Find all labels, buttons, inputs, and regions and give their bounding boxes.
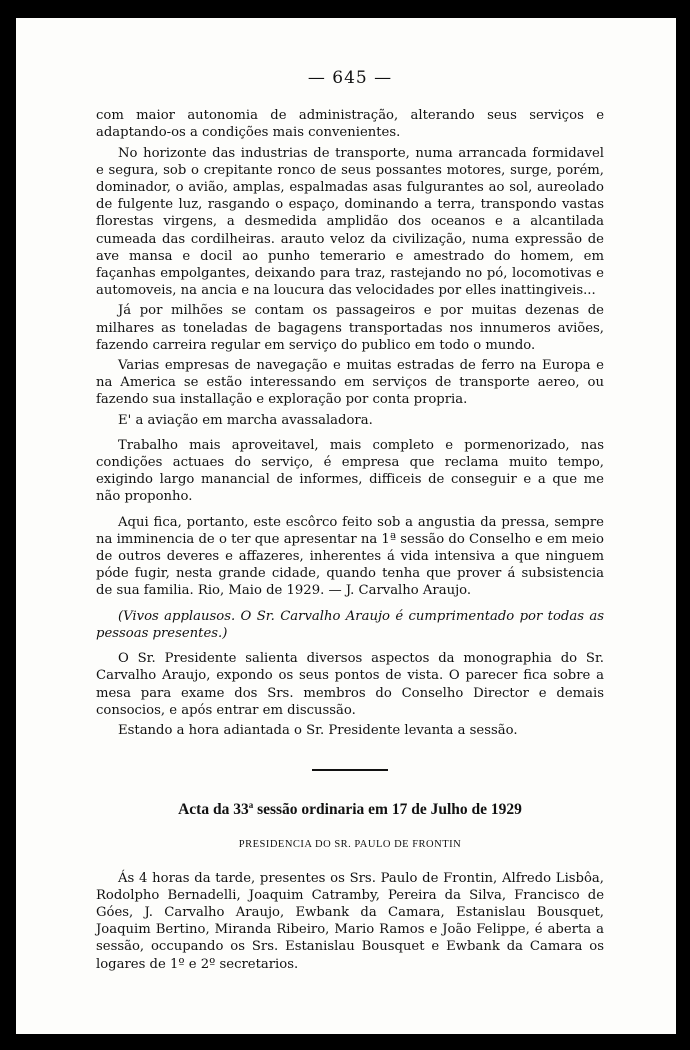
section-divider — [312, 769, 388, 771]
paragraph-aviation-horizon: No horizonte das industrias de transporte, numa arrancada formidavel e segura, sob o crepitante ronco de seus possantes motores, surge, porém, dominador, o avião, amplas, espalmadas asas fulgurantes ao sol, aureolado de fulgente luz, rasgando o espaço, dominando a terra, transpondo vastas florestas virgens, a desmedida amplidão dos oceanos e a alcantilada cumeada das cordilheiras. arauto veloz da civilização, numa expressão de ave mansa e docil ao punho temerario e amestrado do homem, em façanhas empolgantes, deixando para traz, rastejando no pó, locomotivas e automoveis, na ancia e na loucura das velocidades por elles inattingiveis... — [96, 145, 604, 299]
paragraph-work: Trabalho mais aproveitavel, mais completo e pormenorizado, nas condições actuaes do serviço, é empresa que reclama muito tempo, exigindo largo manancial de informes, difficeis de conseguir e a que me não proponho. — [96, 437, 604, 505]
paragraph-session-close: Estando a hora adiantada o Sr. Presidente levanta a sessão. — [118, 722, 518, 738]
page-number: — 645 — — [307, 68, 393, 88]
paragraph-attendance: Ás 4 horas da tarde, presentes os Srs. Paulo de Frontin, Alfredo Lisbôa, Rodolpho Bernadelli, Joaquim Catramby, Pereira da Silva, Francisco de Góes, J. Carvalho Araujo, Ewbank da Camara, Estanislau Bousquet, Joaquim Bertino, Miranda Ribeiro, Mario Ramos e João Felippe, é aberta a sessão, occupando os Srs. Estanislau Bousquet e Ewbank da Camara os logares de 1º e 2º secretarios. — [96, 870, 604, 972]
document-page — [16, 18, 676, 1034]
paragraph-president-remarks: O Sr. Presidente salienta diversos aspectos da monographia do Sr. Carvalho Araujo, expondo os seus pontos de vista. O parecer fica sobre a mesa para exame dos Srs. membros do Conselho Director e demais consocios, e após entrar em discussão. — [96, 651, 604, 718]
paragraph-aviation-march: E' a aviação em marcha avassaladora. — [118, 412, 373, 428]
paragraph-continuation: com maior autonomia de administração, alterando seus serviços e adaptando-os a condições mais convenientes. — [96, 108, 604, 141]
section-heading — [96, 797, 604, 818]
paragraph-companies: Varias empresas de navegação e muitas estradas de ferro na Europa e na America se estão interessando em serviços de transporte aereo, ou fazendo sua installação e exploração por conta propria. — [96, 358, 604, 408]
paragraph-sketch: Aqui fica, portanto, este escôrco feito sob a angustia da pressa, sempre na imminencia de o ter que apresentar na 1ª sessão do Conselho e em meio de outros deveres e affazeres, inherentes á vida intensiva a que ninguem póde fugir, nesta grande cidade, quando tenha que prover á subsistencia de sua familia. Rio, Maio de 1929. — J. Carvalho Araujo. — [96, 514, 604, 599]
paragraph-passengers: Já por milhões se contam os passageiros e por muitas dezenas de milhares as toneladas de bagagens transportadas nos innumeros aviões, fazendo carreira regular em serviço do publico em todo o mundo. — [96, 303, 604, 353]
section-heading-sup: a — [248, 800, 254, 811]
page-content — [96, 70, 604, 976]
section-subheading: PRESIDENCIA DO SR. PAULO DE FRONTIN — [238, 839, 462, 851]
section-heading-main: Acta da 33 — [178, 801, 249, 819]
paragraph-applause: (Vivos applausos. O Sr. Carvalho Araujo é cumprimentado por todas as pessoas presentes.) — [96, 608, 604, 641]
section-heading-rest: sessão ordinaria em 17 de Julho de 1929 — [253, 801, 522, 819]
